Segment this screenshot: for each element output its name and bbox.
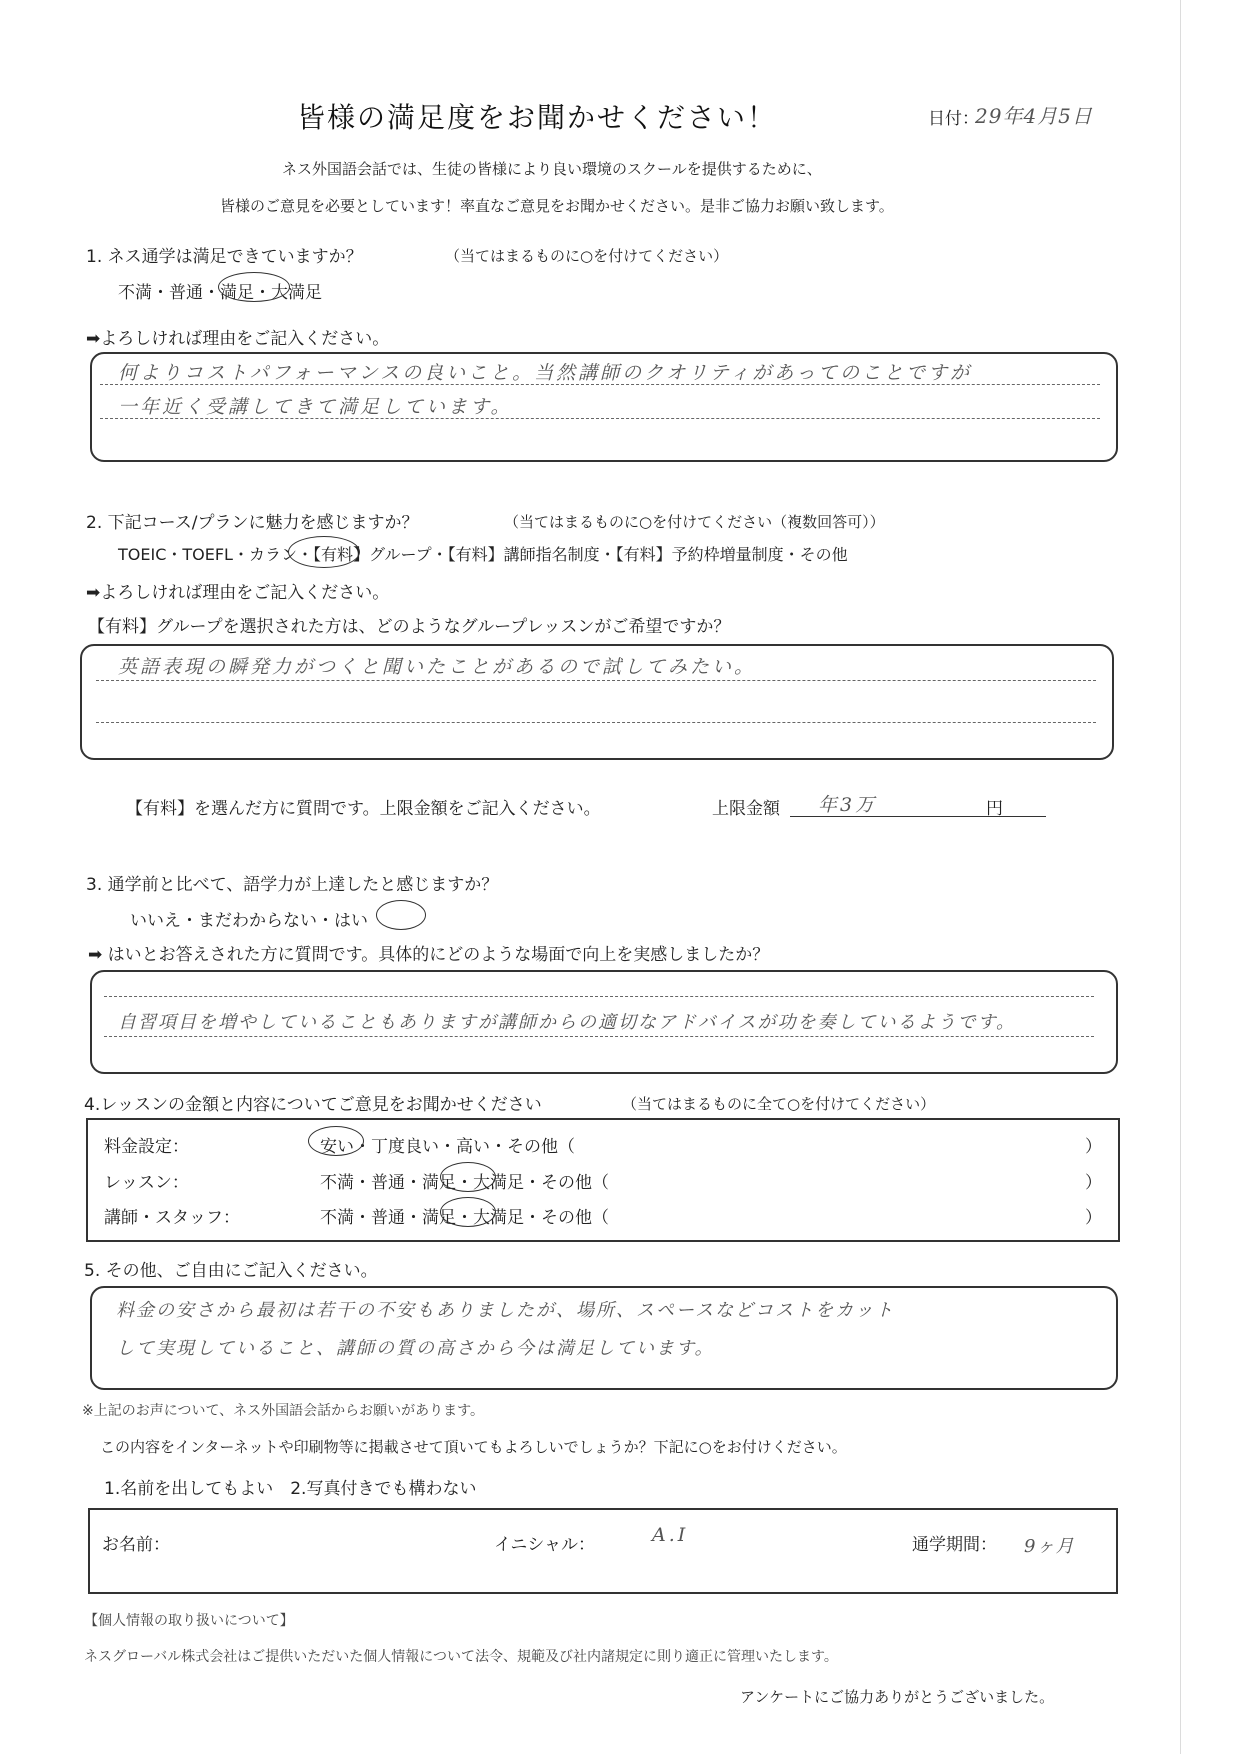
q1-answer-line-2: 一年近く受講してきて満足しています。 — [118, 396, 513, 418]
intro-line-1: ネス外国語会話では、生徒の皆様により良い環境のスクールを提供するために、 — [282, 160, 822, 178]
date-label: 日付： — [928, 109, 979, 129]
q4-row-options-price: 安い・丁度良い・高い・その他（ — [320, 1137, 575, 1157]
q4-row-options-lesson: 不満・普通・満足・大満足・その他（ — [320, 1173, 609, 1193]
q3-followup: ➡ はいとお答えされた方に質問です。具体的にどのような場面で向上を実感しましたか？ — [88, 945, 770, 965]
privacy-text: ネスグローバル株式会社はご提供いただいた個人情報について法令、規範及び社内諸規定に則り適正に管理いたします。 — [84, 1649, 838, 1665]
q2-limit-label: 上限金額 — [712, 799, 780, 819]
date-value: 29年4月5日 — [975, 104, 1093, 128]
q2-group-question: 【有料】グループを選択された方は、どのようなグループレッスンがご希望ですか？ — [88, 617, 731, 637]
q4-row-close-staff: ） — [1085, 1208, 1102, 1228]
q1-question: 1. ネス通学は満足できていますか？ — [86, 247, 363, 267]
q2-limit-value: 年3万 — [818, 794, 878, 816]
q4-instruction: （当てはまるものに全て○を付けてください） — [622, 1095, 936, 1113]
q4-row-close-price: ） — [1085, 1137, 1102, 1157]
q5-answer-line-1: 料金の安さから最初は若干の不安もありましたが、場所、スペースなどコストをカット — [116, 1300, 895, 1321]
q4-lesson-selection-circle — [440, 1162, 496, 1192]
q4-row-label-staff: 講師・スタッフ： — [104, 1208, 240, 1228]
q1-answer-line-1: 何よりコストパフォーマンスの良いこと。当然講師のクオリティがあってのことですが — [118, 362, 973, 384]
thanks-text: アンケートにご協力ありがとうございました。 — [740, 1688, 1055, 1706]
q4-row-label-lesson: レッスン： — [104, 1173, 189, 1193]
q2-selection-circle — [288, 536, 360, 568]
q5-answer-line-2: して実現していること、講師の質の高さから今は満足しています。 — [116, 1338, 715, 1359]
name-label: お名前： — [102, 1535, 170, 1555]
q1-options: 不満・普通・満足・大満足 — [118, 283, 322, 303]
period-label: 通学期間： — [912, 1535, 997, 1555]
page-title: 皆様の満足度をお聞かせください！ — [297, 101, 778, 134]
q3-line-2 — [104, 1036, 1094, 1037]
q2-options: TOEIC・TOEFL・カラン・【有料】グループ・【有料】講師指名制度・【有料】予約枠増量制度・その他 — [118, 545, 848, 564]
q5-question: 5. その他、ご自由にご記入ください。 — [84, 1261, 378, 1281]
q3-options: いいえ・まだわからない・はい — [130, 911, 368, 931]
intro-line-2: 皆様のご意見を必要としています！率直なご意見をお聞かせください。是非ご協力お願い致します。 — [220, 197, 894, 215]
q2-answer-line-1: 英語表現の瞬発力がつくと聞いたことがあるので試してみたい。 — [118, 656, 757, 678]
q4-row-label-price: 料金設定： — [104, 1137, 189, 1157]
q2-question: 2. 下記コース/プランに魅力を感じますか？ — [86, 513, 419, 533]
q4-price-selection-circle — [308, 1126, 364, 1156]
q1-instruction: （当てはまるものに○を付けてください） — [445, 247, 729, 265]
q2-limit-unit: 円 — [986, 799, 1003, 819]
permission-note: ※上記のお声について、ネス外国語会話からお願いがあります。 — [82, 1403, 485, 1419]
q1-reason-prompt: ➡よろしければ理由をご記入ください。 — [86, 329, 390, 349]
q2-line-1 — [96, 680, 1096, 681]
q1-selection-circle — [218, 272, 290, 302]
q4-row-close-lesson: ） — [1085, 1173, 1102, 1193]
q2-line-2 — [96, 722, 1096, 723]
q3-line-1 — [104, 996, 1094, 997]
permission-options: 1.名前を出してもよい 2.写真付きでも構わない — [104, 1479, 477, 1499]
permission-question: この内容をインターネットや印刷物等に掲載させて頂いてもよろしいでしょうか？下記に○をお付けください。 — [100, 1438, 847, 1456]
initial-label: イニシャル： — [494, 1535, 595, 1555]
period-value: 9ヶ月 — [1024, 1536, 1075, 1557]
q4-staff-selection-circle — [440, 1197, 496, 1227]
initial-value: A.I — [652, 1524, 689, 1546]
q3-question: 3. 通学前と比べて、語学力が上達したと感じますか？ — [86, 875, 499, 895]
q2-reason-prompt: ➡よろしければ理由をご記入ください。 — [86, 583, 390, 603]
privacy-title: 【個人情報の取り扱いについて】 — [84, 1613, 294, 1629]
q2-instruction: （当てはまるものに○を付けてください（複数回答可）） — [504, 513, 885, 531]
q4-row-options-staff: 不満・普通・満足・大満足・その他（ — [320, 1208, 609, 1228]
scan-edge — [1180, 0, 1181, 1754]
q2-limit-question: 【有料】を選んだ方に質問です。上限金額をご記入ください。 — [126, 799, 601, 819]
q3-answer-line-1: 自習項目を増やしていることもありますが講師からの適切なアドバイスが功を奏しているようです。 — [118, 1012, 1017, 1033]
q3-selection-circle — [376, 900, 426, 930]
q4-question: 4.レッスンの金額と内容についてご意見をお聞かせください — [84, 1095, 542, 1115]
